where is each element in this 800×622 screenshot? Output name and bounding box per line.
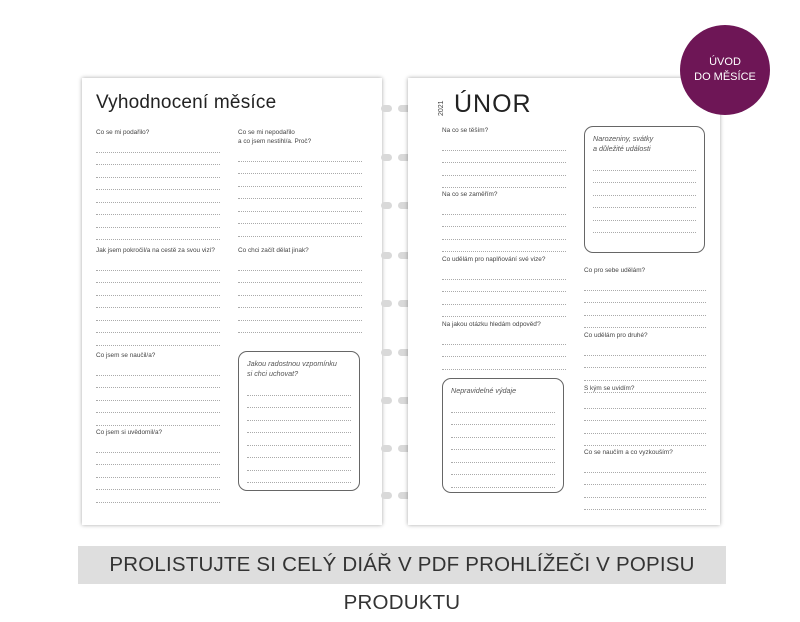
section-vision-progress [96, 246, 220, 346]
writing-lines[interactable] [96, 140, 220, 240]
section-label: Co se naučím a co vyzkouším? [584, 449, 673, 456]
section-who-to-meet [584, 384, 706, 446]
box-label: Jakou radostnou vzpomínku si chci uchovat? [247, 359, 337, 378]
section-do-differently [238, 246, 362, 333]
writing-lines[interactable] [584, 396, 706, 446]
box-label: Nepravidelné výdaje [451, 386, 517, 395]
writing-lines[interactable] [96, 363, 220, 426]
section-question [442, 320, 566, 370]
section-vision [442, 255, 566, 317]
badge-line-2: DO MĚSÍCE [694, 71, 756, 83]
section-label: Co jsem si uvědomil/a? [96, 429, 163, 436]
binder-ring [381, 152, 411, 163]
box-label: Narozeniny, svátky a důležité události [593, 134, 654, 153]
section-focus [442, 190, 566, 252]
section-label: Na co se těším? [442, 127, 489, 134]
section-label: Co chci začít dělat jinak? [238, 247, 309, 254]
section-not-succeeded [238, 128, 362, 237]
irregular-expenses-box[interactable] [442, 378, 564, 493]
birthdays-box[interactable] [584, 126, 705, 253]
right-page [408, 78, 720, 525]
section-learn-try [584, 448, 706, 510]
section-label: Co se mi nepodařilo a co jsem nestihl/a. Proč? [238, 129, 312, 145]
section-label: Jak jsem pokročil/a na cestě za svou vizí? [96, 247, 215, 254]
year-label: 2021 [438, 100, 445, 116]
writing-lines[interactable] [593, 158, 696, 233]
writing-lines[interactable] [442, 202, 566, 252]
section-label: Na co se zaměřím? [442, 191, 498, 198]
badge-line-1: ÚVOD [709, 56, 741, 68]
section-label: Co se mi podařilo? [96, 129, 150, 136]
writing-lines[interactable] [238, 258, 362, 333]
binder-ring [381, 443, 411, 454]
binder-ring [381, 250, 411, 261]
section-label: S kým se uvidím? [584, 385, 635, 392]
binder-ring [381, 103, 411, 114]
section-label: Co pro sebe udělám? [584, 267, 646, 274]
writing-lines[interactable] [442, 267, 566, 317]
writing-lines[interactable] [442, 332, 566, 370]
binder-ring [381, 298, 411, 309]
writing-lines[interactable] [584, 460, 706, 510]
page-title-evaluation: Vyhodnocení měsíce [96, 92, 277, 113]
section-for-myself [584, 266, 706, 328]
left-page [82, 78, 382, 525]
section-label: Co jsem se naučil/a? [96, 352, 156, 359]
section-looking-forward [442, 126, 566, 188]
section-label: Co udělám pro naplňování své vize? [442, 256, 546, 263]
section-learned [96, 351, 220, 426]
writing-lines[interactable] [96, 440, 220, 503]
writing-lines[interactable] [247, 383, 351, 483]
section-realized [96, 428, 220, 503]
intro-badge [680, 25, 770, 115]
binder-ring [381, 200, 411, 211]
section-label: Na jakou otázku hledám odpověď? [442, 321, 541, 328]
writing-lines[interactable] [96, 258, 220, 346]
writing-lines[interactable] [238, 149, 362, 237]
binder-ring [381, 395, 411, 406]
section-label: Co udělám pro druhé? [584, 332, 648, 339]
binder-ring [381, 347, 411, 358]
writing-lines[interactable] [584, 278, 706, 328]
binder-ring [381, 490, 411, 501]
section-succeeded [96, 128, 220, 240]
promo-banner: PROLISTUJTE SI CELÝ DIÁŘ V PDF PROHLÍŽEČI V POPISU PRODUKTU [78, 546, 726, 584]
month-title: ÚNOR [454, 90, 532, 118]
writing-lines[interactable] [451, 400, 555, 488]
memory-box[interactable] [238, 351, 360, 491]
writing-lines[interactable] [442, 138, 566, 188]
